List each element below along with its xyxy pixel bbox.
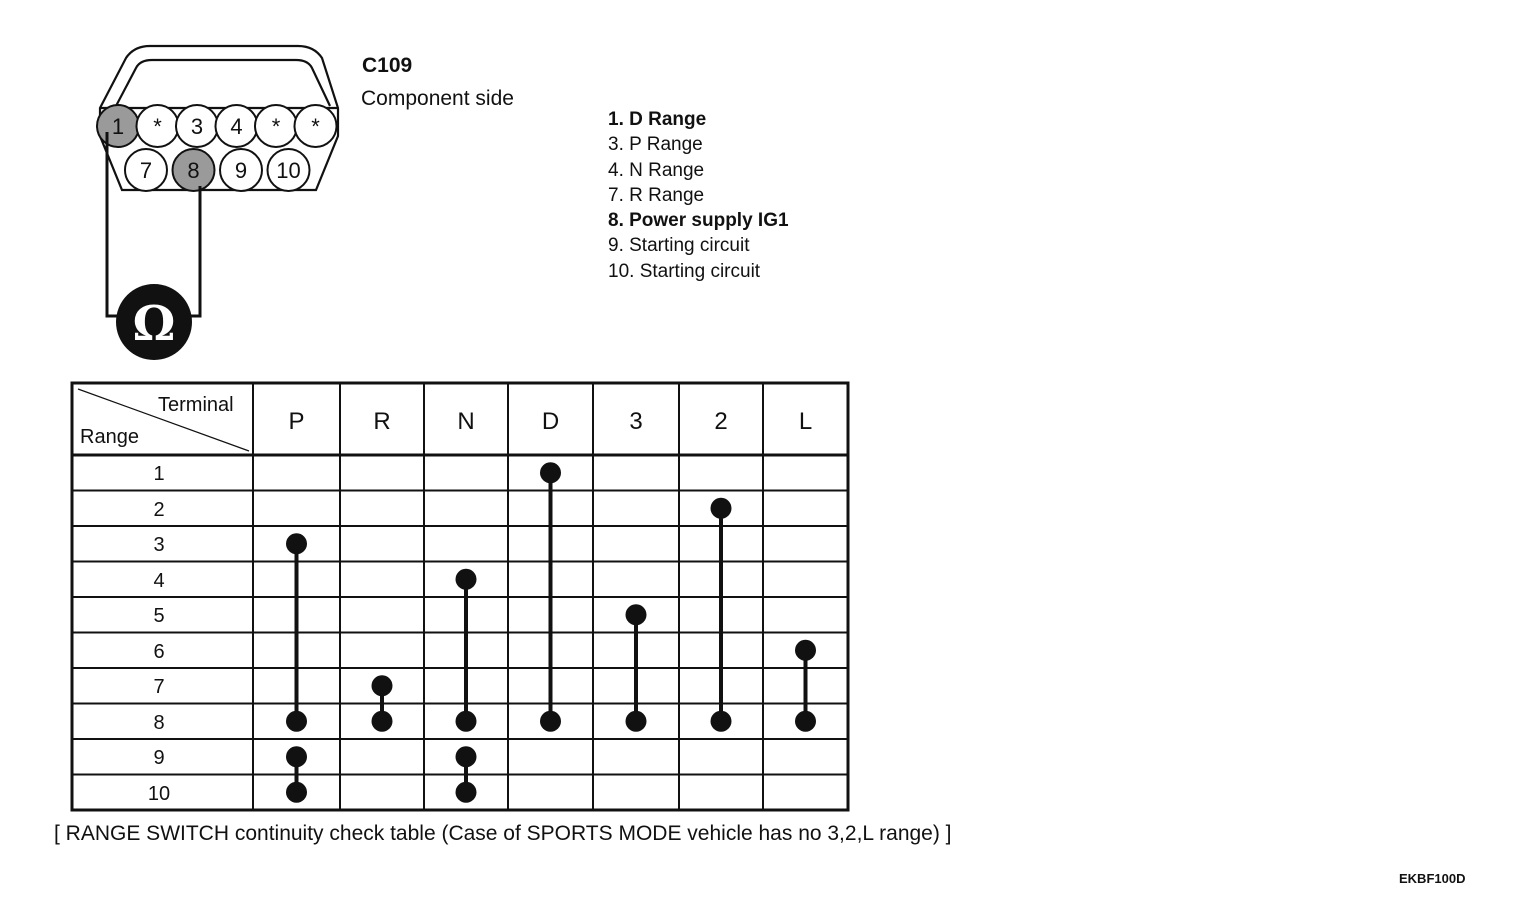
continuity-dot <box>540 462 561 483</box>
continuity-dot <box>711 498 732 519</box>
column-header-2: 2 <box>714 408 728 435</box>
continuity-dot <box>286 533 307 554</box>
row-header-5: 5 <box>153 605 165 627</box>
continuity-dot <box>372 711 393 732</box>
header-range: Range <box>80 426 139 448</box>
continuity-dot <box>286 711 307 732</box>
continuity-dot <box>795 711 816 732</box>
figure-code: EKBF100D <box>1399 871 1466 886</box>
continuity-dot <box>456 569 477 590</box>
svg-text:*: * <box>271 114 281 139</box>
row-header-2: 2 <box>153 498 165 521</box>
column-header-D: D <box>541 408 560 435</box>
continuity-dot <box>626 711 647 732</box>
connector-side-label: Component side <box>361 87 514 110</box>
svg-text:4: 4 <box>230 114 243 139</box>
row-header-10: 10 <box>147 782 171 805</box>
row-header-7: 7 <box>153 676 165 698</box>
svg-text:8: 8 <box>187 158 200 183</box>
column-header-R: R <box>373 408 391 435</box>
row-header-9: 9 <box>153 747 165 769</box>
continuity-dot <box>795 640 816 661</box>
column-header-L: L <box>798 408 813 435</box>
pin-legend-item: 9. Starting circuit <box>608 235 750 257</box>
continuity-dot <box>286 746 307 767</box>
row-header-6: 6 <box>153 640 165 663</box>
svg-text:1: 1 <box>111 114 125 139</box>
continuity-dot <box>456 711 477 732</box>
continuity-dot <box>456 782 477 803</box>
connector-name: C109 <box>362 54 413 77</box>
continuity-dot <box>540 711 561 732</box>
column-header-P: P <box>288 408 305 435</box>
row-header-1: 1 <box>153 463 165 485</box>
continuity-link-2-2-8 <box>711 498 732 732</box>
svg-text:Ω: Ω <box>132 296 176 352</box>
continuity-link-N-4-8 <box>456 569 477 732</box>
pin-legend-item: 10. Starting circuit <box>608 260 761 282</box>
svg-text:3: 3 <box>190 114 204 139</box>
continuity-dot <box>456 746 477 767</box>
pin-legend-item: 7. R Range <box>608 184 705 206</box>
row-header-4: 4 <box>153 569 165 592</box>
column-header-3: 3 <box>629 408 643 435</box>
svg-text:*: * <box>153 114 162 139</box>
continuity-dot <box>626 604 647 625</box>
row-header-3: 3 <box>153 534 165 556</box>
continuity-dot <box>286 782 307 803</box>
svg-text:7: 7 <box>139 158 153 183</box>
svg-text:*: * <box>311 114 320 139</box>
row-header-8: 8 <box>153 711 165 734</box>
header-terminal: Terminal <box>158 394 234 416</box>
continuity-dot <box>711 711 732 732</box>
table-grid <box>72 383 848 810</box>
pin-legend-item: 4. N Range <box>608 159 705 181</box>
svg-text:9: 9 <box>234 158 248 183</box>
figure-caption: [ RANGE SWITCH continuity check table (Case of SPORTS MODE vehicle has no 3,2,L range) ] <box>54 822 952 845</box>
svg-text:10: 10 <box>276 158 301 183</box>
continuity-dot <box>372 675 393 696</box>
column-header-N: N <box>457 408 475 435</box>
pin-legend-item: 1. D Range <box>608 109 707 130</box>
pin-legend-item: 3. P Range <box>608 134 703 156</box>
pin-legend-item: 8. Power supply IG1 <box>608 210 789 232</box>
continuity-link-L-6-8 <box>795 640 816 732</box>
